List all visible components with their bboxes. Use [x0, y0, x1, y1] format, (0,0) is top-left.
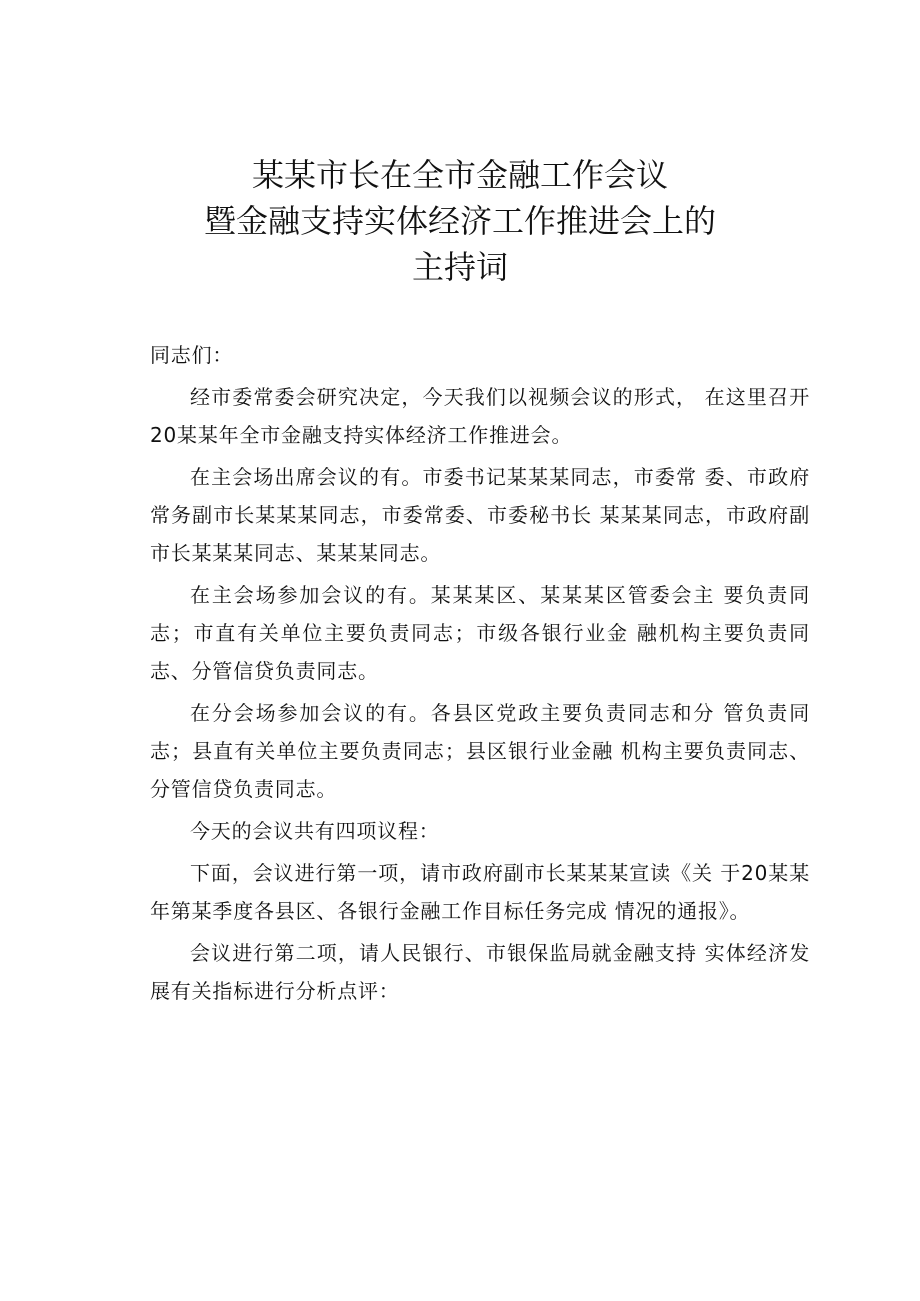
paragraph-main-venue-participants: 在主会场参加会议的有。某某某区、某某某区管委会主 要负责同志；市直有关单位主要负责同志；市级各银行业金 融机构主要负责同志、分管信贷负责同志。 [150, 583, 810, 683]
title-line-3: 主持词 [411, 248, 508, 286]
document-body [150, 336, 810, 1014]
title-line-1: 某某市长在全市金融工作会议 [251, 156, 668, 194]
paragraph-main-venue-attendees: 在主会场出席会议的有。市委书记某某某同志，市委常 委、市政府常务副市长某某某同志，市委常委、市委秘书长 某某某同志，市政府副市长某某某同志、某某某同志。 [150, 465, 810, 565]
document-title [0, 152, 920, 290]
paragraph-agenda-item-1: 下面，会议进行第一项，请市政府副市长某某某宣读《关 于20某某年第某季度各县区、各银行金融工作目标任务完成 情况的通报》。 [150, 861, 810, 923]
salutation: 同志们： [150, 343, 234, 367]
paragraph-opening: 经市委常委会研究决定，今天我们以视频会议的形式， 在这里召开20某某年全市金融支持实体经济工作推进会。 [150, 385, 810, 447]
paragraph-agenda-item-2: 会议进行第二项，请人民银行、市银保监局就金融支持 实体经济发展有关指标进行分析点评： [150, 941, 810, 1003]
paragraph-agenda-intro: 今天的会议共有四项议程： [190, 819, 440, 843]
paragraph-branch-venue-participants: 在分会场参加会议的有。各县区党政主要负责同志和分 管负责同志；县直有关单位主要负责同志；县区银行业金融 机构主要负责同志、分管信贷负责同志。 [150, 701, 810, 801]
title-line-2: 暨金融支持实体经济工作推进会上的 [203, 202, 716, 240]
